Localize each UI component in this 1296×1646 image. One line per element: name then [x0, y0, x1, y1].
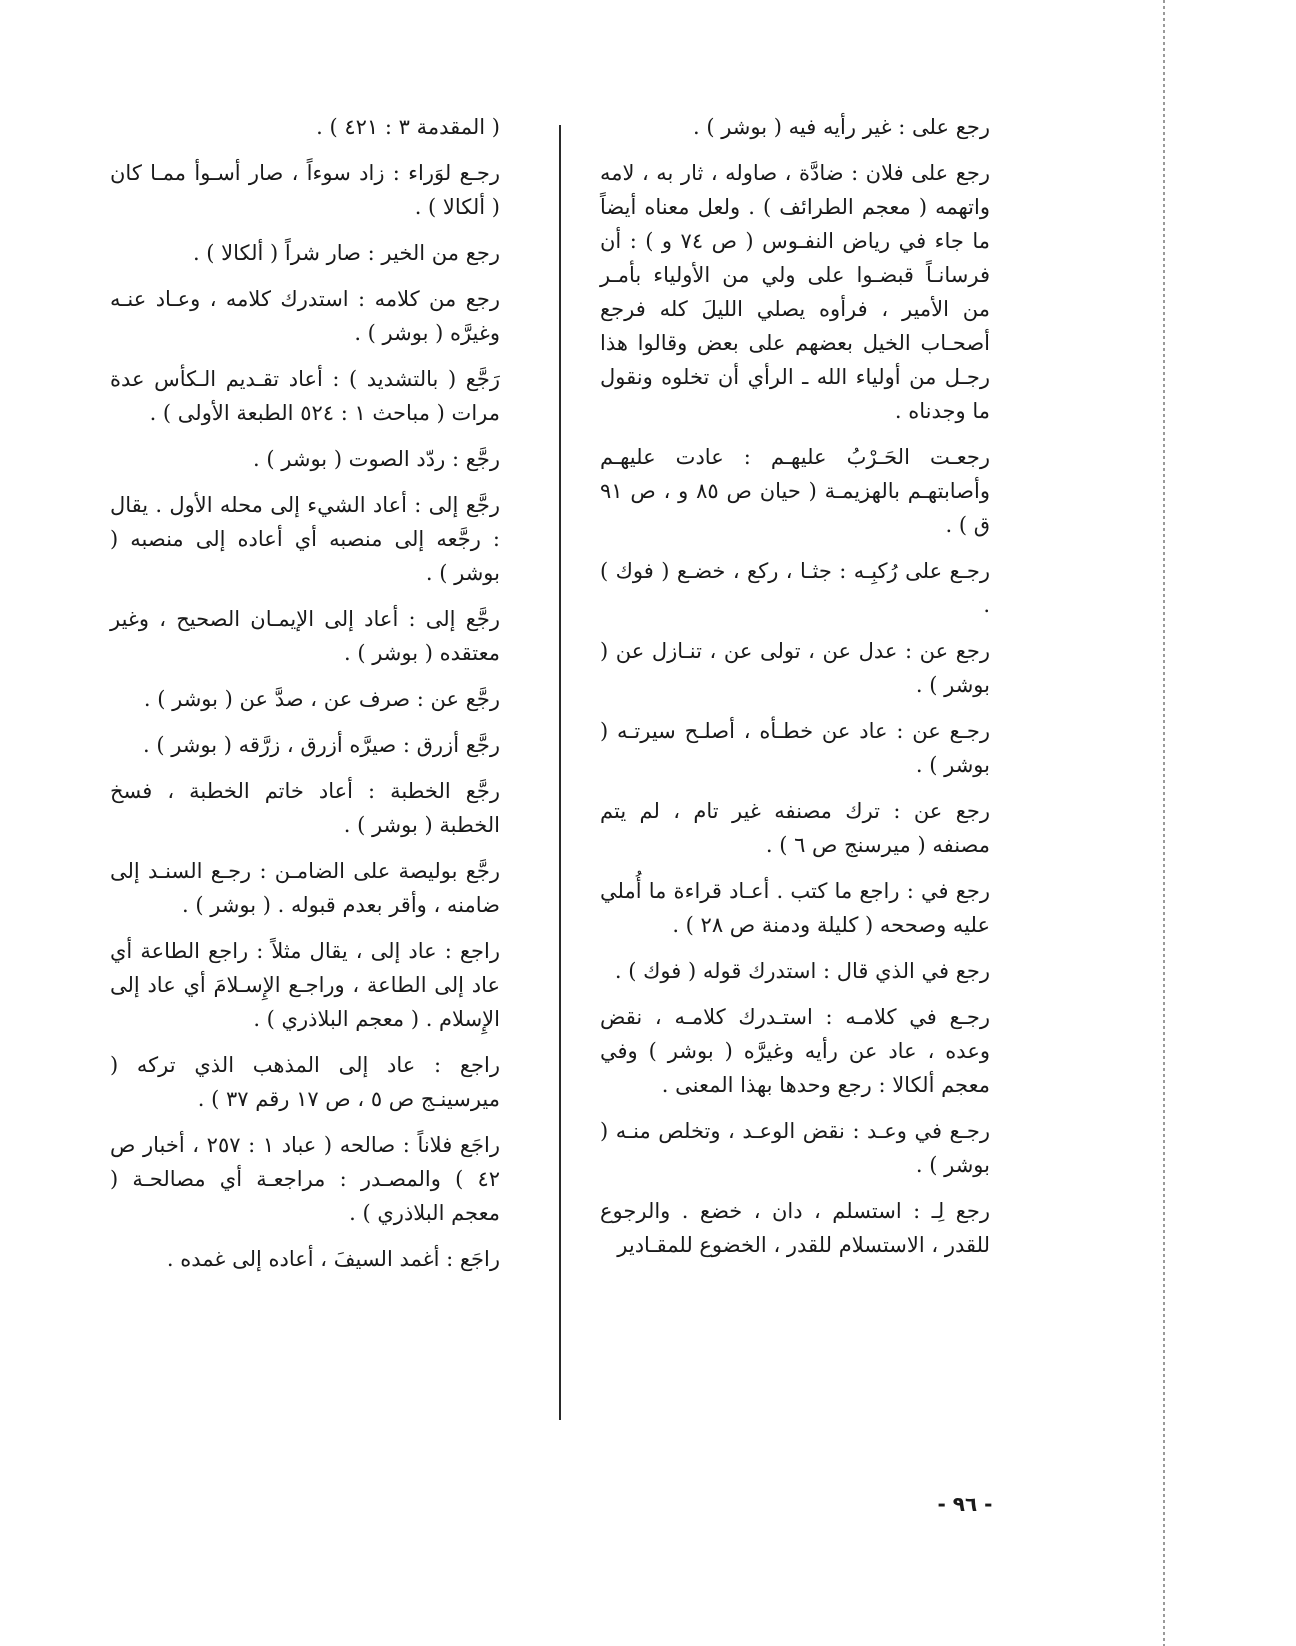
dictionary-entry: رجع في : راجع ما كتب . أعـاد قراءة ما أُملي عليه وصححه ( كليلة ودمنة ص ٢٨ ) . — [600, 879, 990, 937]
dictionary-entry: رجـع في وعـد : نقض الوعـد ، وتخلص منـه ( بوشر ) . — [600, 1119, 990, 1177]
dictionary-entry: راجع : عاد إلى المذهب الذي تركه ( ميرسينـج ص ٥ ، ص ١٧ رقم ٣٧ ) . — [110, 1053, 500, 1111]
dictionary-entry: رجَّع عن : صرف عن ، صدَّ عن ( بوشر ) . — [143, 687, 500, 711]
dictionary-entry: راجع : عاد إلى ، يقال مثلاً : راجع الطاعة أي عاد إلى الطاعة ، وراجـع الإِسـلامَ أي عاد إلى الإِسلام . ( معجم البلاذري ) . — [110, 939, 500, 1031]
dictionary-entry: راجَع : أغمد السيفَ ، أعاده إلى غمده . — [166, 1247, 500, 1271]
left-column — [110, 110, 500, 1288]
right-column — [600, 110, 990, 1274]
dictionary-entry: رجـع عن : عاد عن خطـأه ، أصلـح سيرتـه ( بوشر ) . — [600, 719, 990, 777]
dictionary-entry: رجـع لوَراء : زاد سوءاً ، صار أسـوأ ممـا كان ( ألكالا ) . — [110, 161, 500, 219]
dictionary-entry: ( المقدمة ٣ : ٤٢١ ) . — [316, 115, 500, 139]
dictionary-entry: رجع لِـ : استسلم ، دان ، خضع . والرجوع للقدر ، الاستسلام للقدر ، الخضوع للمقـادير — [600, 1199, 990, 1257]
dictionary-entry: رَجَّع ( بالتشديد ) : أعاد تقـديم الـكأس عدة مرات ( مباحث ١ : ٥٢٤ الطبعة الأولى ) . — [110, 367, 500, 425]
dictionary-entry: رجَّع أزرق : صيرَّه أزرق ، زرَّقه ( بوشر ) . — [143, 733, 500, 757]
dictionary-entry: راجَع فلاناً : صالحه ( عباد ١ : ٢٥٧ ، أخبار ص ٤٢ ) والمصـدر : مراجعـة أي مصالحـة ( معجم البلاذري ) . — [110, 1133, 500, 1225]
dictionary-entry: رجَّع الخطبة : أعاد خاتم الخطبة ، فسخ الخطبة ( بوشر ) . — [110, 779, 500, 837]
dictionary-entry: رجَّع إلى : أعاد إلى الإيمـان الصحيح ، وغير معتقده ( بوشر ) . — [110, 607, 500, 665]
scan-edge-line — [1163, 0, 1165, 1646]
dictionary-entry: رجـع على رُكبِـه : جثـا ، ركع ، خضـع ( فوك ) . — [600, 559, 990, 617]
dictionary-entry: رجع من كلامه : استدرك كلامه ، وعـاد عنـه وغيرَّه ( بوشر ) . — [110, 287, 500, 345]
dictionary-entry: رجع في الذي قال : استدرك قوله ( فوك ) . — [614, 959, 990, 983]
dictionary-entry: رجع على فلان : ضادَّة ، صاوله ، ثار به ، لامه واتهمه ( معجم الطرائف ) . ولعل معناه أيضاً ما جاء في رياض النفـوس ( ص ٧٤ و ) : أن فرسانـاً قبضـوا على ولي من الأولياء بأمـر من الأمير ، فرأوه يصلي الليلَ كله فرجع أصحـاب الخيل بعضهم على بعض وقالوا هذا رجـل من أولياء الله ـ الرأي أن تخلوه ونقول ما وجدناه . — [600, 161, 991, 423]
page-number: - ٩٦ - — [937, 1492, 993, 1516]
dictionary-entry: رجع عن : عدل عن ، تولى عن ، تنـازل عن ( بوشر ) . — [600, 639, 990, 697]
column-divider — [559, 125, 561, 1420]
dictionary-entry: رجـع في كلامـه : استـدرك كلامـه ، نقض وعده ، عاد عن رأيه وغيرَّه ( بوشر ) وفي معجم ألكالا : رجع وحدها بهذا المعنى . — [600, 1005, 990, 1097]
dictionary-entry: رجَّع : ردّد الصوت ( بوشر ) . — [253, 447, 500, 471]
dictionary-entry: رجع على : غير رأيه فيه ( بوشر ) . — [693, 115, 990, 139]
dictionary-entry: رجعـت الحَـرْبُ عليهـم : عادت عليهـم وأصابتهـم بالهزيمـة ( حيان ص ٨٥ و ، ص ٩١ ق ) . — [600, 445, 990, 537]
dictionary-entry: رجع من الخير : صار شراً ( ألكالا ) . — [192, 241, 500, 265]
dictionary-entry: رجَّع بوليصة على الضامـن : رجـع السنـد إلى ضامنه ، وأقر بعدم قبوله . ( بوشر ) . — [110, 859, 500, 917]
dictionary-entry: رجَّع إلى : أعاد الشيء إلى محله الأول . يقال : رجَّعه إلى منصبه أي أعاده إلى منصبه ( بوشر ) . — [110, 493, 500, 585]
dictionary-entry: رجع عن : ترك مصنفه غير تام ، لم يتم مصنفه ( ميرسنج ص ٦ ) . — [600, 799, 990, 857]
